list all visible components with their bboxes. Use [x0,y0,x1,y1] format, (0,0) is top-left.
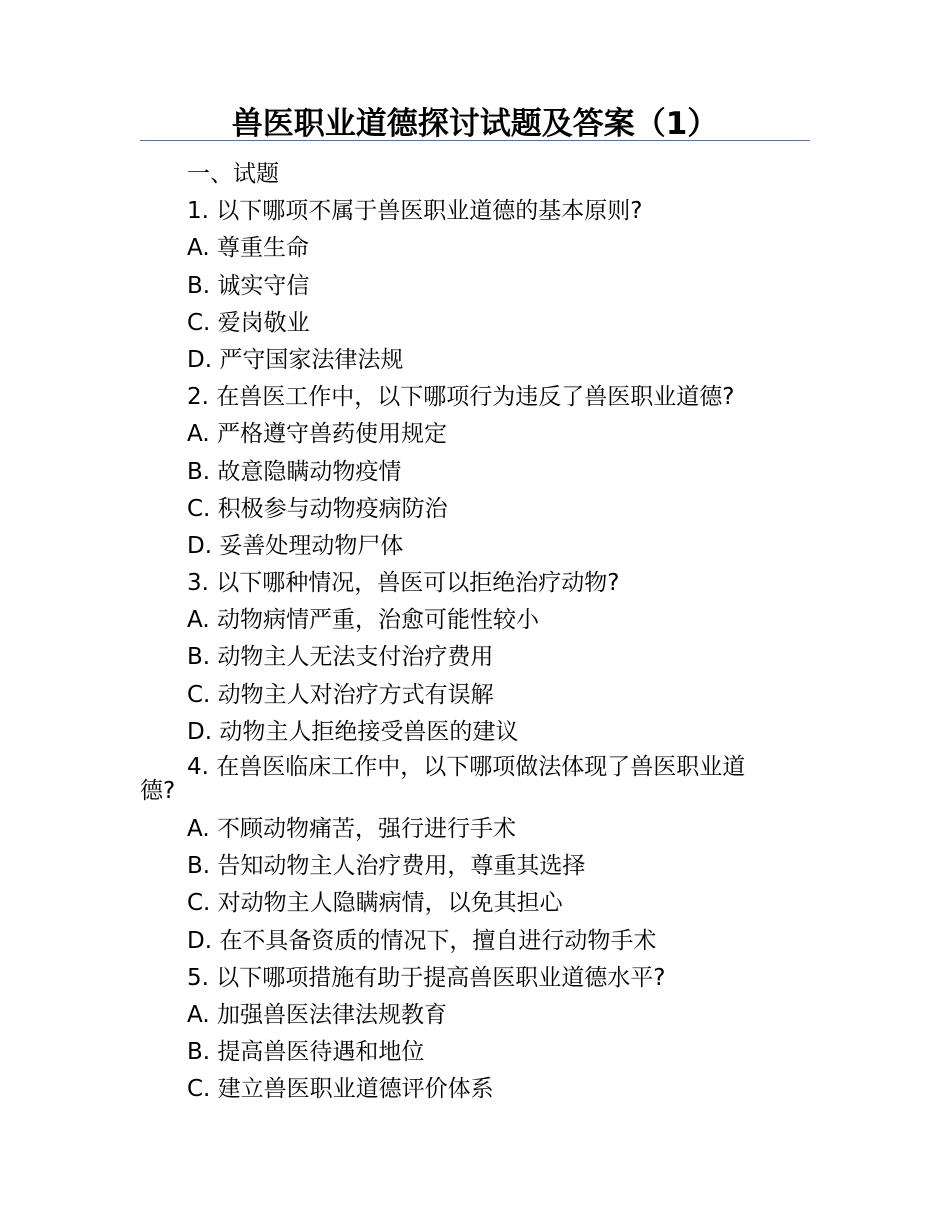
question-3: 3. 以下哪种情况，兽医可以拒绝治疗动物? [187,570,620,597]
question-5-option-a: A. 加强兽医法律法规教育 [187,1001,447,1028]
question-3-option-b: B. 动物主人无法支付治疗费用 [187,644,494,671]
question-5-option-c: C. 建立兽医职业道德评价体系 [187,1076,494,1103]
question-2-option-a: A. 严格遵守兽药使用规定 [187,421,447,448]
question-3-option-a: A. 动物病情严重，治愈可能性较小 [187,607,539,634]
question-1-option-b: B. 诚实守信 [187,272,310,299]
question-2: 2. 在兽医工作中，以下哪项行为违反了兽医职业道德? [187,384,735,411]
section-heading: 一、试题 [187,161,279,187]
question-1-option-d: D. 严守国家法律法规 [187,346,404,373]
question-4-option-b: B. 告知动物主人治疗费用，尊重其选择 [187,853,586,880]
question-4-option-c: C. 对动物主人隐瞒病情，以免其担心 [187,890,563,917]
question-1: 1. 以下哪项不属于兽医职业道德的基本原则? [187,198,643,225]
question-4-option-a: A. 不顾动物痛苦，强行进行手术 [187,816,516,842]
question-4-line-1: 4. 在兽医临床工作中，以下哪项做法体现了兽医职业道 [187,754,746,780]
question-5-option-b: B. 提高兽医待遇和地位 [187,1039,425,1066]
question-5: 5. 以下哪项措施有助于提高兽医职业道德水平? [187,964,666,991]
document-body [140,156,827,1109]
question-2-option-d: D. 妥善处理动物尸体 [187,532,404,559]
question-1-option-a: A. 尊重生命 [187,235,309,262]
question-2-option-b: B. 故意隐瞒动物疫情 [187,458,402,485]
question-4-line-2: 德? [140,778,176,804]
question-2-option-c: C. 积极参与动物疫病防治 [187,495,448,522]
question-3-option-d: D. 动物主人拒绝接受兽医的建议 [187,718,519,745]
question-1-option-c: C. 爱岗敬业 [187,309,310,336]
question-3-option-c: C. 动物主人对治疗方式有误解 [187,681,494,708]
document-title: 兽医职业道德探讨试题及答案（1） [231,106,719,142]
title-underline [140,140,810,141]
question-4-option-d: D. 在不具备资质的情况下，擅自进行动物手术 [187,927,657,954]
